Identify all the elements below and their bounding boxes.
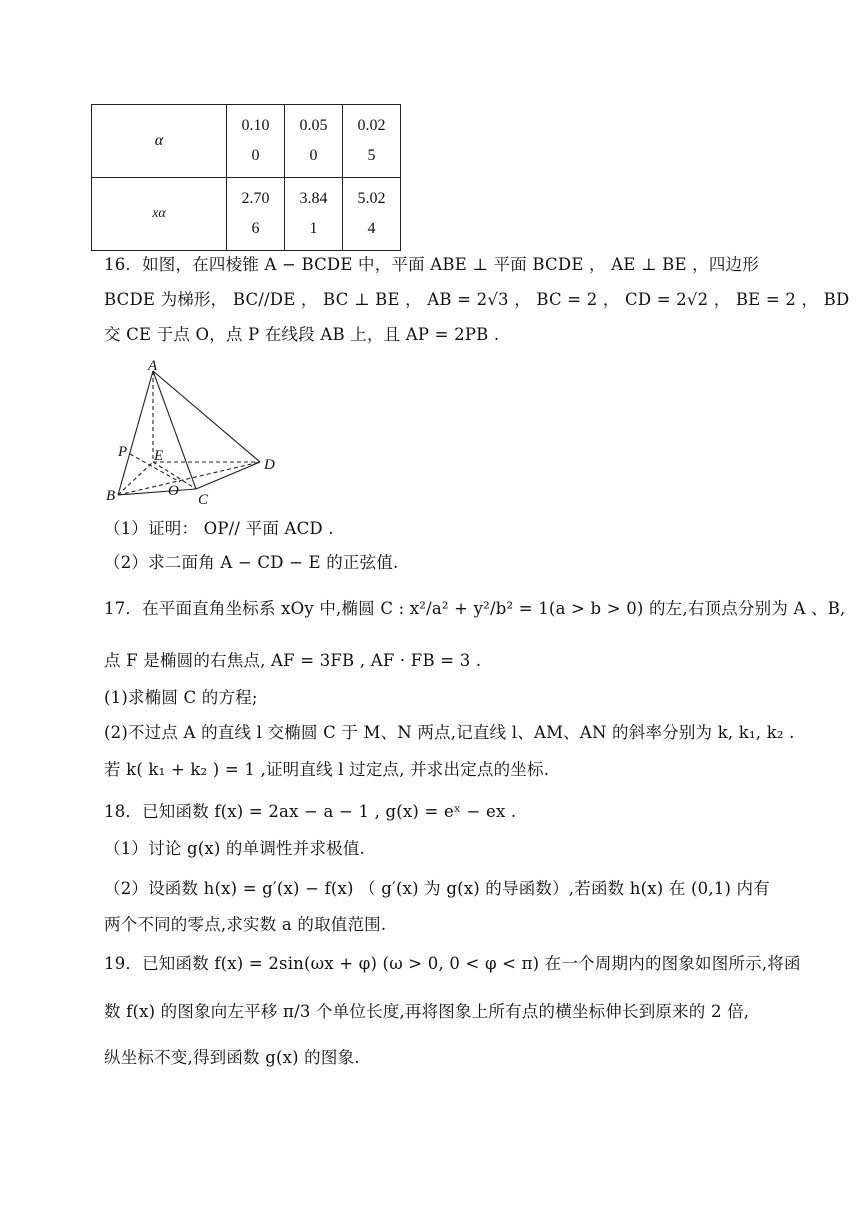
edge-ab <box>118 371 153 495</box>
q19-line1: 19．已知函数 f(x) = 2sin(ωx + φ) (ω > 0, 0 < φ < π) 在一个周期内的图象如图所示,将函 <box>104 954 801 973</box>
table-cell: 3.841 <box>299 190 328 237</box>
q19-line3: 纵坐标不变,得到函数 g(x) 的图象. <box>104 1048 360 1067</box>
q18-part1: （1）讨论 g(x) 的单调性并求极值. <box>104 839 365 858</box>
label-b: B <box>106 488 116 504</box>
q17-part2b: 若 k( k₁ + k₂ ) = 1 ,证明直线 l 过定点, 并求出定点的坐标. <box>104 760 550 779</box>
q17-part2: (2)不过点 A 的直线 l 交椭圆 C 于 M、N 两点,记直线 l、AM、AN 的斜率分别为 k, k₁, k₂ . <box>104 723 795 742</box>
edge-bc <box>118 489 196 495</box>
q18-part2: （2）设函数 h(x) = g′(x) − f(x) （ g′(x) 为 g(x) 的导函数）,若函数 h(x) 在 (0,1) 内有 <box>104 879 770 898</box>
table-cell: 0.025 <box>357 117 386 164</box>
q16-line1: 16．如图，在四棱锥 A − BCDE 中，平面 ABE ⊥ 平面 BCDE ， AE ⊥ BE ，四边形 <box>104 255 759 274</box>
edge-cd <box>196 462 260 489</box>
table-cell: 5.024 <box>357 190 386 237</box>
q16-part1: （1）证明： OP// 平面 ACD . <box>104 519 334 538</box>
q16-part2: （2）求二面角 A − CD − E 的正弦值. <box>104 553 399 572</box>
label-o: O <box>168 483 179 499</box>
q19-line2: 数 f(x) 的图象向左平移 π/3 个单位长度,再将图象上所有点的横坐标伸长到原来的 2 倍, <box>104 1002 750 1021</box>
q17-line1: 17．在平面直角坐标系 xOy 中,椭圆 C : x²/a² + y²/b² = 1(a > b > 0) 的左,右顶点分别为 A 、B, <box>104 599 846 618</box>
pyramid-figure <box>100 358 280 508</box>
edge-be <box>118 462 153 495</box>
q16-line3: 交 CE 于点 O，点 P 在线段 AB 上，且 AP = 2PB . <box>104 325 500 344</box>
q18-part2b: 两个不同的零点,求实数 a 的取值范围. <box>104 915 387 934</box>
table-row <box>92 178 401 251</box>
critical-value-table <box>91 104 401 251</box>
table-cell: 0.100 <box>241 117 270 164</box>
q17-line2: 点 F 是椭圆的右焦点, AF = 3FB , AF · FB = 3 . <box>104 651 482 670</box>
label-a: A <box>148 358 158 374</box>
label-c: C <box>198 492 209 508</box>
table-header-x-alpha: xα <box>92 178 227 251</box>
table-row <box>92 105 401 178</box>
table-header-alpha: α <box>92 105 227 178</box>
label-d: D <box>264 457 275 473</box>
q17-part1: (1)求椭圆 C 的方程; <box>104 688 258 707</box>
label-p: P <box>118 444 128 460</box>
q16-line2: BCDE 为梯形， BC//DE ， BC ⊥ BE ， AB = 2√3 ， BC = 2 ， CD = 2√2 ， BE = 2 ， BD <box>104 290 850 309</box>
q18-line1: 18．已知函数 f(x) = 2ax − a − 1 , g(x) = eˣ − ex . <box>104 802 517 821</box>
table-cell: 0.050 <box>299 117 328 164</box>
table-cell: 2.706 <box>241 190 270 237</box>
label-e: E <box>154 448 164 464</box>
